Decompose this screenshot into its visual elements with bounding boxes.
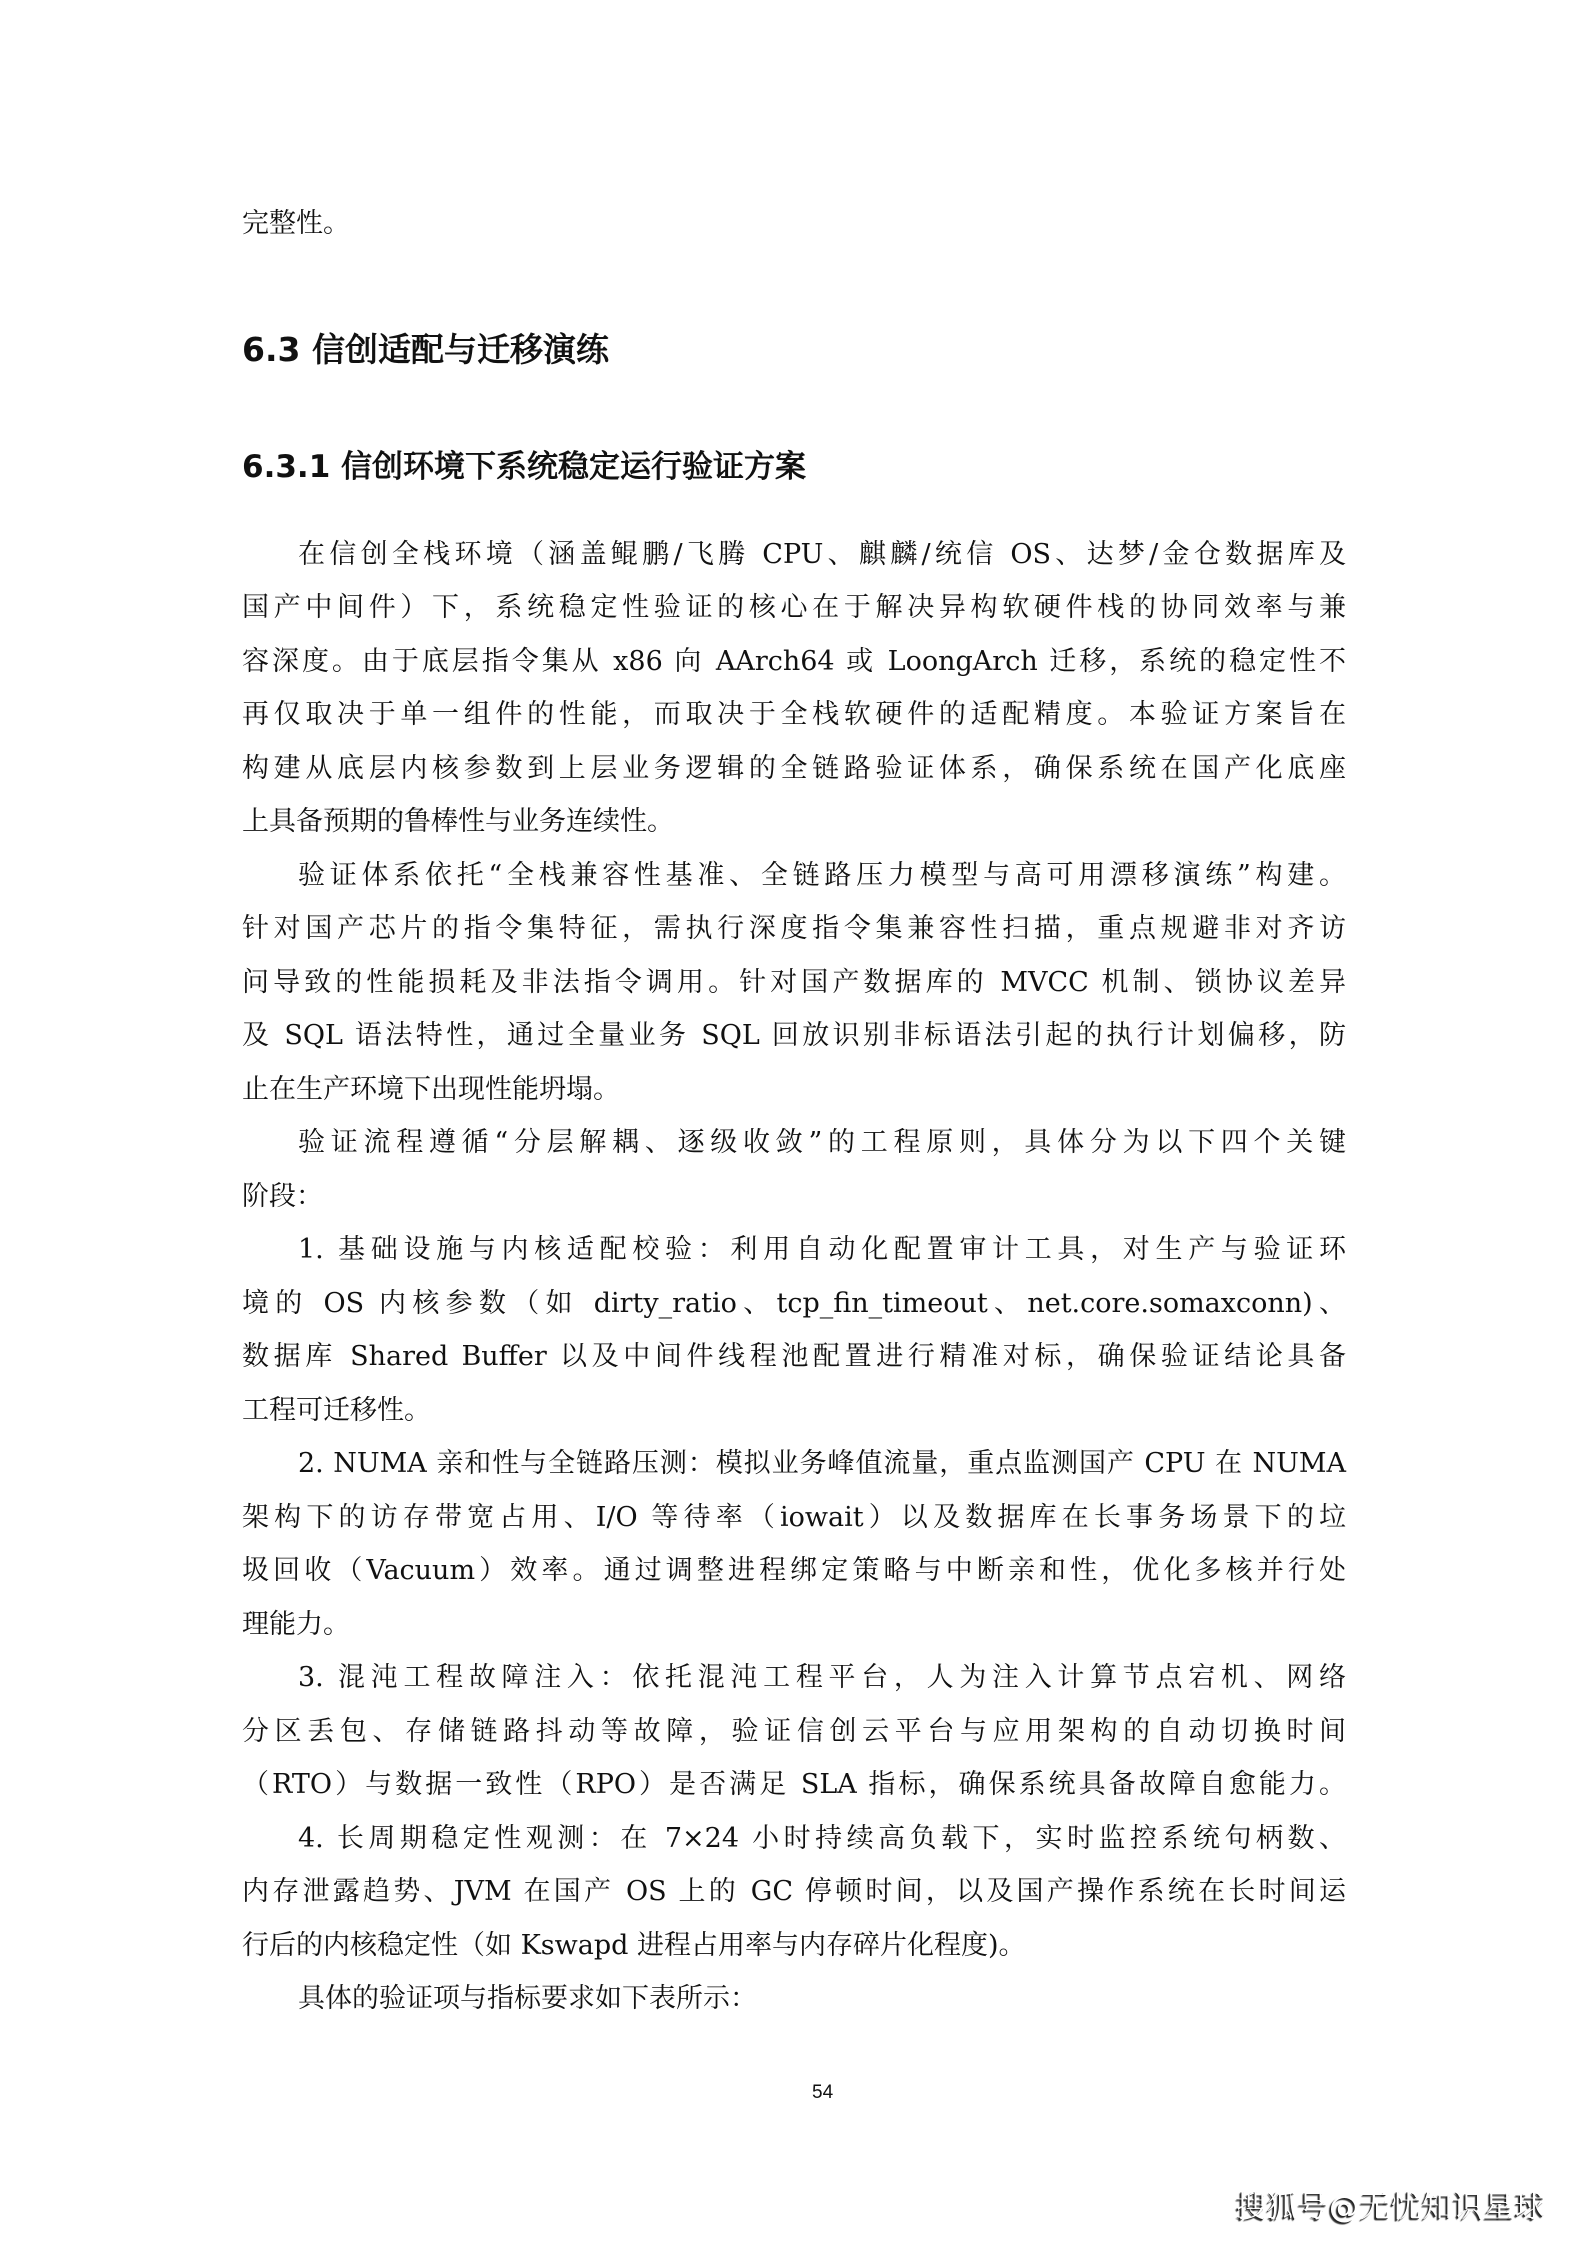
paragraph-line: 上具备预期的鲁棒性与业务连续性。 [242,806,674,837]
list-item-line: （RTO）与数据一致性（RPO）是否满足 SLA 指标，确保系统具备故障自愈能力。 [242,1769,1346,1800]
list-item-line: 行后的内核稳定性（如 Kswapd 进程占用率与内存碎片化程度)。 [242,1930,1026,1961]
list-item-line: 分区丢包、存储链路抖动等故障，验证信创云平台与应用架构的自动切换时间 [242,1716,1346,1747]
list-item-line: 架构下的访存带宽占用、I/O 等待率（iowait）以及数据库在长事务场景下的垃 [242,1502,1346,1533]
list-item-line: 境的 OS 内核参数（如 dirty_ratio、tcp_fin_timeout、net.core.somaxconn)、 [242,1288,1346,1319]
watermark: 搜狐号@无忧知识星球 [1236,2190,1546,2225]
carryover-text: 完整性。 [242,208,350,239]
list-item-line: 数据库 Shared Buffer 以及中间件线程池配置进行精准对标，确保验证结论具备 [242,1341,1346,1372]
paragraph-line: 问导致的性能损耗及非法指令调用。针对国产数据库的 MVCC 机制、锁协议差异 [242,967,1346,998]
section-heading: 6.3 信创适配与迁移演练 [242,330,609,369]
paragraph-line: 验证流程遵循“分层解耦、逐级收敛”的工程原则，具体分为以下四个关键 [298,1127,1346,1158]
paragraph-line: 国产中间件）下，系统稳定性验证的核心在于解决异构软硬件栈的协同效率与兼 [242,592,1346,623]
paragraph-line: 再仅取决于单一组件的性能，而取决于全栈软硬件的适配精度。本验证方案旨在 [242,699,1346,730]
list-item-line: 3. 混沌工程故障注入：依托混沌工程平台，人为注入计算节点宕机、网络 [298,1662,1346,1693]
paragraph-line: 止在生产环境下出现性能坍塌。 [242,1074,620,1105]
paragraph-line: 在信创全栈环境（涵盖鲲鹏/飞腾 CPU、麒麟/统信 OS、达梦/金仓数据库及 [298,539,1346,570]
list-item-line: 2. NUMA 亲和性与全链路压测：模拟业务峰值流量，重点监测国产 CPU 在 NUMA [298,1448,1346,1479]
list-item-line: 圾回收（Vacuum）效率。通过调整进程绑定策略与中断亲和性，优化多核并行处 [242,1555,1346,1586]
paragraph-line: 阶段： [242,1181,323,1212]
list-item-line: 内存泄露趋势、JVM 在国产 OS 上的 GC 停顿时间，以及国产操作系统在长时间运 [242,1876,1346,1907]
paragraph-line: 具体的验证项与指标要求如下表所示： [298,1983,757,2014]
list-item-line: 4. 长周期稳定性观测：在 7×24 小时持续高负载下，实时监控系统句柄数、 [298,1823,1346,1854]
page-number: 54 [812,2082,834,2103]
paragraph-line: 针对国产芯片的指令集特征，需执行深度指令集兼容性扫描，重点规避非对齐访 [242,913,1346,944]
paragraph-line: 及 SQL 语法特性，通过全量业务 SQL 回放识别非标语法引起的执行计划偏移，防 [242,1020,1346,1051]
list-item-line: 1. 基础设施与内核适配校验：利用自动化配置审计工具，对生产与验证环 [298,1234,1346,1265]
paragraph-line: 容深度。由于底层指令集从 x86 向 AArch64 或 LoongArch 迁移，系统的稳定性不 [242,646,1346,677]
subsection-heading: 6.3.1 信创环境下系统稳定运行验证方案 [242,449,807,485]
list-item-line: 理能力。 [242,1609,350,1640]
paragraph-line: 构建从底层内核参数到上层业务逻辑的全链路验证体系，确保系统在国产化底座 [242,753,1346,784]
list-item-line: 工程可迁移性。 [242,1395,431,1426]
paragraph-line: 验证体系依托“全栈兼容性基准、全链路压力模型与高可用漂移演练”构建。 [298,860,1346,891]
